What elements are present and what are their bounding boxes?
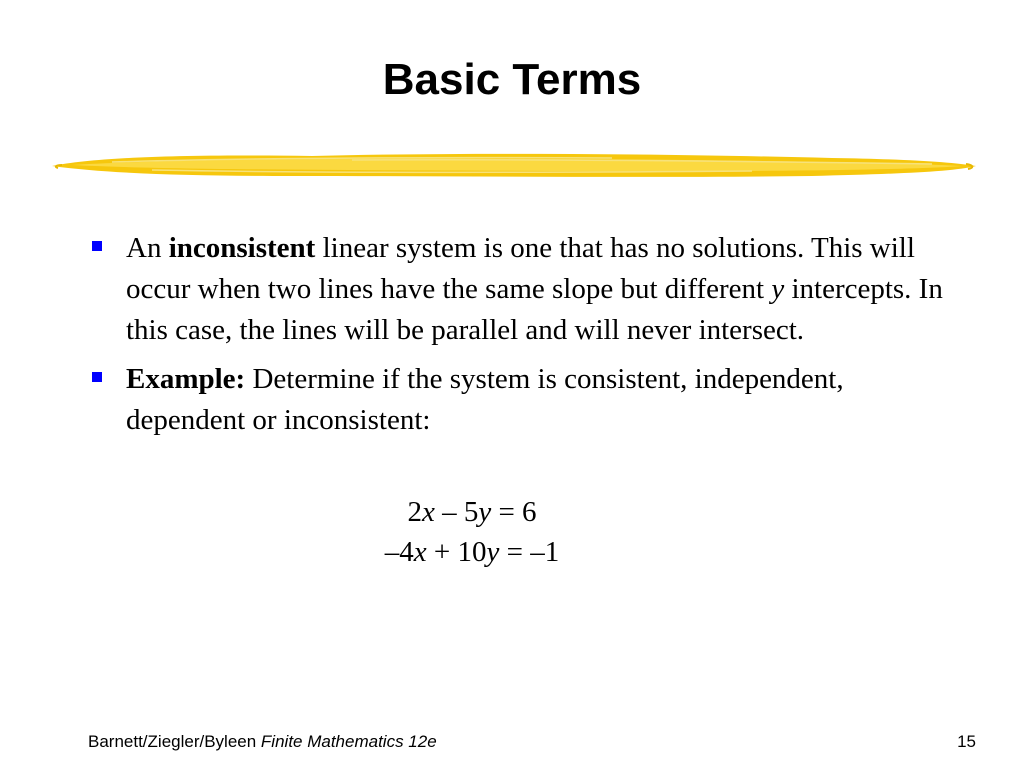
bullet-1-text-b: intercepts. In this case, the lines will be parallel and will never intersect. [126,273,943,346]
footer-book-title: Finite Mathematics 12e [260,732,437,751]
eq1-var-y: y [478,496,492,528]
eq2-coef-x: –4 [384,536,414,568]
highlighter-stroke-divider [52,146,976,186]
bullet-2-text: Determine if the system is consistent, independent, dependent or inconsistent: [126,363,844,436]
page-number: 15 [957,732,976,751]
bullet-1-term: inconsistent [168,232,316,264]
eq1-coef-x: 2 [407,496,422,528]
bullet-example [90,359,950,441]
eq1-coef-y: – 5 [434,496,479,528]
equation-1 [0,492,944,532]
eq2-rhs: = –1 [499,536,560,568]
footer-citation [88,731,437,753]
bullet-list [90,228,950,449]
square-bullet-icon [92,372,102,382]
bullet-1-text-a: linear system is one that has no solutions. This will occur when two lines have the same slope but different [126,232,915,305]
bullet-1-var-y: y [771,273,785,305]
bullet-inconsistent-definition [90,228,950,351]
eq1-rhs: = 6 [491,496,537,528]
eq2-coef-y: + 10 [426,536,487,568]
equation-system [0,492,944,572]
eq1-var-x: x [421,496,435,528]
equation-2 [0,532,944,572]
footer-authors: Barnett/Ziegler/Byleen [88,732,261,751]
slide-title: Basic Terms [382,55,642,104]
eq2-var-y: y [486,536,500,568]
bullet-2-label: Example: [126,363,246,395]
square-bullet-icon [92,241,102,251]
eq2-var-x: x [413,536,427,568]
bullet-1-lead: An [126,232,169,264]
